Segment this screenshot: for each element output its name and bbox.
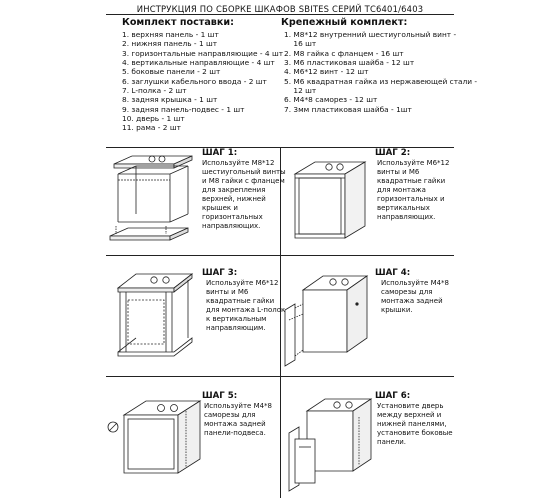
fastener-item: 6. M4*8 саморез - 12 шт	[284, 95, 378, 105]
kit-list	[122, 30, 283, 133]
step-6-text: Установите дверь между верхней и нижней панелями, установите боковые панели.	[377, 402, 453, 446]
fastener-item: 16 шт	[284, 39, 317, 49]
fastener-item: 12 шт	[284, 86, 317, 96]
fastener-item: 7. 3мм пластиковая шайба - 1шт	[284, 104, 412, 114]
fastener-item: 3. M6 пластиковая шайба - 12 шт	[284, 58, 415, 68]
step-1-text: Используйте M8*12 шестиугольный винты и M8 гайки с фланцем для закрепления верхней, нижней крышек и горизонтальных направляющих.	[202, 159, 286, 230]
step-1	[106, 148, 286, 255]
step-4-label: ШАГ 4:	[375, 268, 411, 278]
step-3-label: ШАГ 3:	[202, 268, 238, 278]
step-5-illustration	[106, 381, 206, 493]
kit-item: 8. задняя крышка - 1 шт	[122, 95, 218, 105]
step-3-text: Используйте M6*12 винты и M6 квадратные гайки для монтажа L-полок к вертикальным направляющим.	[206, 279, 286, 332]
step-2-text: Используйте M6*12 винты и M6 квадратные гайки для монтажа горизонтальных и вертикальных направляющих.	[377, 159, 450, 221]
kit-heading: Комплект поставки:	[122, 17, 234, 28]
step-2-illustration	[285, 152, 375, 252]
kit-item: 6. заглушки кабельного ввода - 2 шт	[122, 76, 267, 86]
step-1-label: ШАГ 1:	[202, 148, 238, 158]
fastener-item: 1. M8*12 внутренний шестиугольный винт -	[284, 30, 457, 39]
step-6	[281, 377, 455, 499]
step-4	[281, 256, 455, 376]
step-3	[106, 256, 286, 376]
step-2	[281, 148, 455, 255]
step-5-text: Используйте M4*8 саморезы для монтажа задней панели-подвеса.	[204, 402, 273, 437]
kit-item: 1. верхняя панель - 1 шт	[122, 30, 219, 39]
fastener-item: 2. M8 гайка с фланцем - 16 шт	[284, 48, 404, 58]
kit-item: 7. L-полка - 2 шт	[122, 86, 187, 96]
fasteners-heading: Крепежный комплект:	[281, 17, 408, 28]
kit-item: 4. вертикальные направляющие - 4 шт	[122, 58, 275, 68]
step-6-label: ШАГ 6:	[375, 391, 411, 401]
fastener-item: 5. M6 квадратная гайка из нержавеющей стали -	[284, 76, 478, 86]
step-2-label: ШАГ 2:	[375, 148, 411, 158]
step-6-illustration	[285, 381, 377, 493]
kit-item: 5. боковые панели - 2 шт	[122, 67, 221, 77]
title-divider	[106, 14, 454, 15]
kit-item: 3. горизонтальные направляющие - 4 шт	[122, 48, 284, 58]
kit-item: 10. дверь - 1 шт	[122, 114, 185, 124]
fastener-item: 4. M6*12 винт - 12 шт	[284, 67, 369, 77]
step-3-illustration	[108, 260, 198, 372]
document-title: ИНСТРУКЦИЯ ПО СБОРКЕ ШКАФОВ SBITES СЕРИЙ ТС6401/6403	[136, 4, 424, 14]
step-4-illustration	[281, 260, 373, 372]
kit-item: 9. задняя панель-подвес - 1 шт	[122, 104, 245, 114]
step-1-illustration	[106, 152, 202, 252]
kit-item: 2. нижняя панель - 1 шт	[122, 39, 218, 49]
fasteners-list	[284, 30, 477, 114]
step-5-label: ШАГ 5:	[202, 391, 238, 401]
step-5	[106, 377, 280, 499]
step-4-text: Используйте M4*8 саморезы для монтажа задней крышки.	[381, 279, 450, 314]
kit-item: 11. рама - 2 шт	[122, 123, 181, 133]
